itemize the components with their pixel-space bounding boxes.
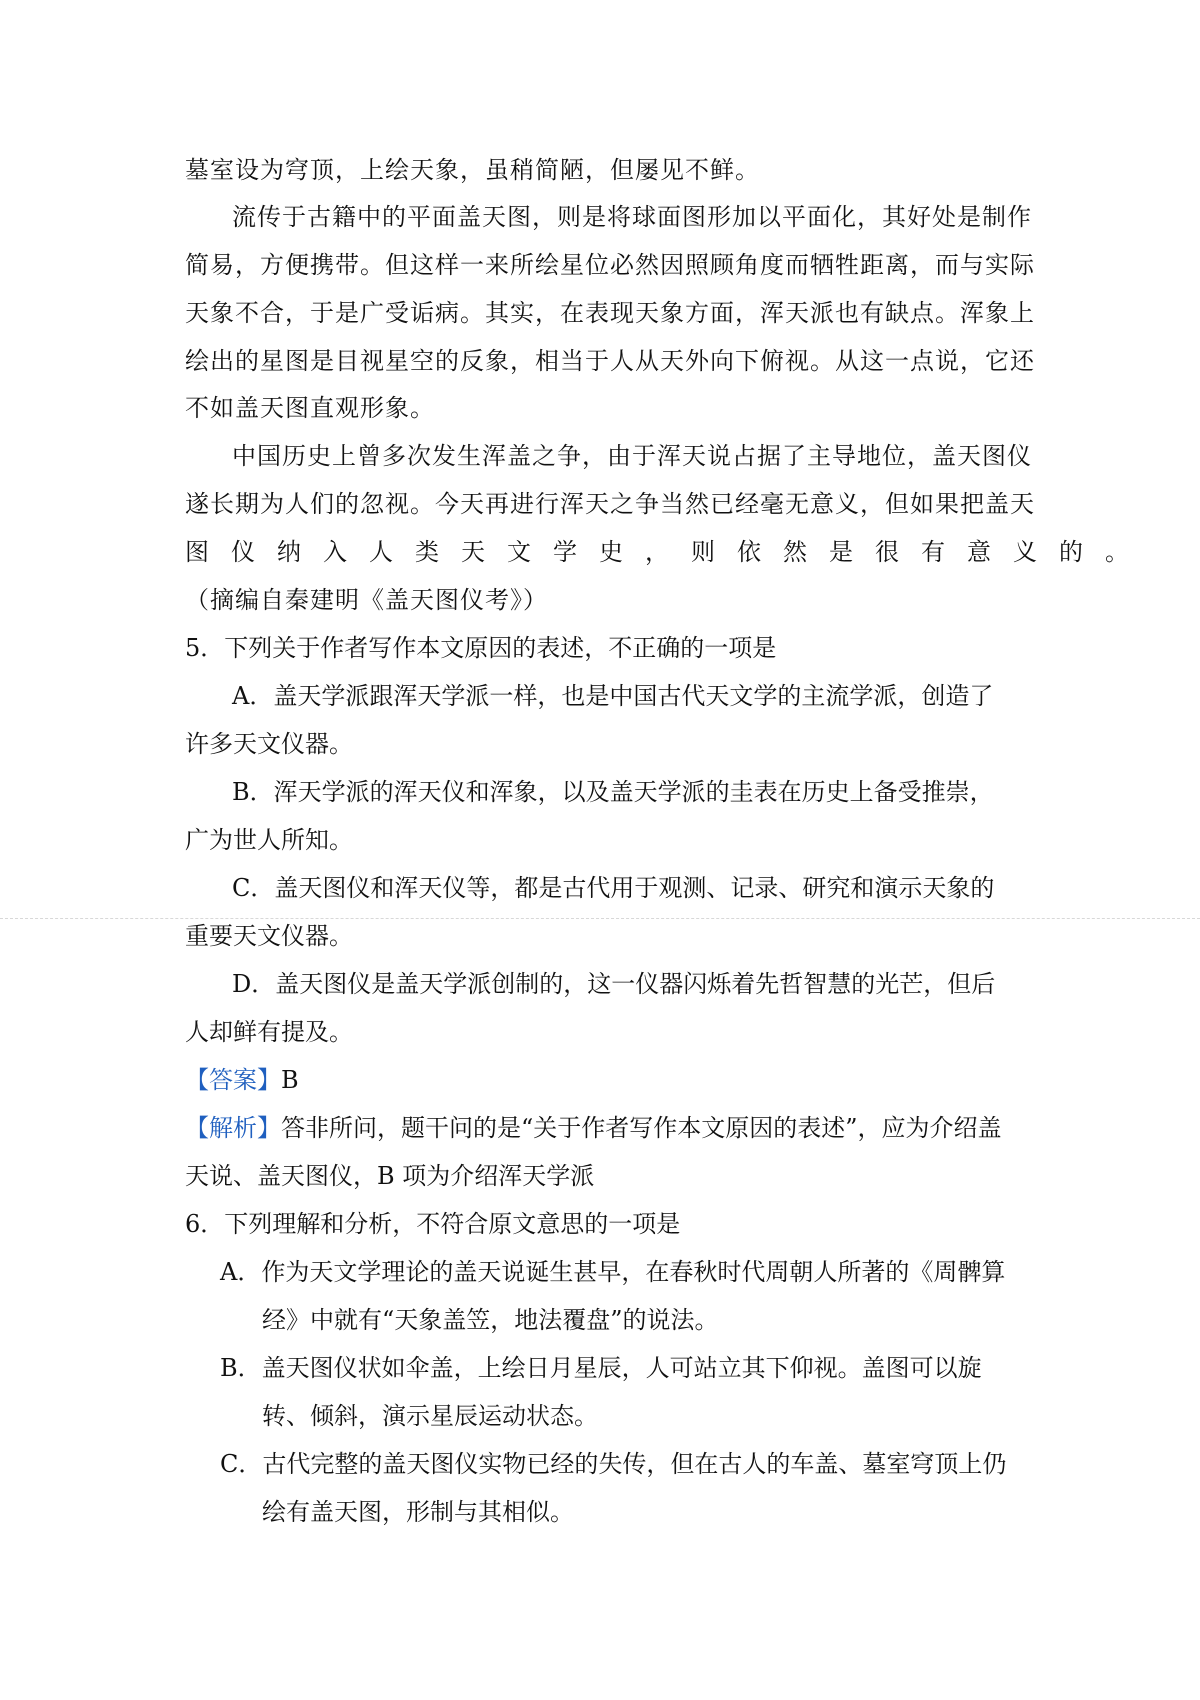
q5-option-b: B．浑天学派的浑天仪和浑象，以及盖天学派的圭表在历史上备受推崇， <box>232 778 994 806</box>
passage-line: 简易，方便携带。但这样一来所绘星位必然因照顾角度而牺牲距离，而与实际 <box>185 251 1035 279</box>
q5-analysis <box>185 1113 1025 1143</box>
q5-option-c-cont: 重要天文仪器。 <box>185 922 353 950</box>
q5-option-c: C．盖天图仪和浑天仪等，都是古代用于观测、记录、研究和演示天象的 <box>232 874 995 902</box>
question-6-stem: 6．下列理解和分析，不符合原文意思的一项是 <box>185 1210 681 1238</box>
passage-line: 图仪纳入人类天文学史，则依然是很有意义的。 <box>185 538 1151 566</box>
q5-analysis-cont: 天说、盖天图仪，B 项为介绍浑天学派 <box>185 1162 595 1190</box>
passage-line: 天象不合，于是广受诟病。其实，在表现天象方面，浑天派也有缺点。浑象上 <box>185 299 1035 327</box>
page-divider <box>0 918 1200 919</box>
answer-tag: 【答案】 <box>185 1066 281 1094</box>
passage-line: 流传于古籍中的平面盖天图，则是将球面图形加以平面化，其好处是制作 <box>232 203 1032 231</box>
passage-source: （摘编自秦建明《盖天图仪考》） <box>185 586 548 614</box>
q5-option-b-cont: 广为世人所知。 <box>185 826 353 854</box>
q5-option-a: A．盖天学派跟浑天学派一样，也是中国古代天文学的主流学派，创造了 <box>232 682 994 710</box>
passage-line: 绘出的星图是目视星空的反象，相当于人从天外向下俯视。从这一点说，它还 <box>185 347 1035 375</box>
answer-value: B <box>281 1066 299 1094</box>
q6-option-c-cont: 绘有盖天图，形制与其相似。 <box>262 1498 574 1526</box>
question-5-stem: 5．下列关于作者写作本文原因的表述，不正确的一项是 <box>185 634 777 662</box>
passage-line: 遂长期为人们的忽视。今天再进行浑天之争当然已经毫无意义，但如果把盖天 <box>185 490 1035 518</box>
q6-option-a-cont: 经》中就有“天象盖笠，地法覆盘”的说法。 <box>262 1306 719 1334</box>
analysis-text: 答非所问，题干问的是“关于作者写作本文原因的表述”，应为介绍盖 <box>281 1114 1002 1142</box>
q6-option-a: A．作为天文学理论的盖天说诞生甚早，在春秋时代周朝人所著的《周髀算 <box>220 1258 1006 1286</box>
q6-option-b: B．盖天图仪状如伞盖，上绘日月星辰，人可站立其下仰视。盖图可以旋 <box>220 1354 982 1382</box>
q5-option-a-cont: 许多天文仪器。 <box>185 730 353 758</box>
passage-line: 墓室设为穹顶，上绘天象，虽稍简陋，但屡见不鲜。 <box>185 156 760 184</box>
passage-line: 中国历史上曾多次发生浑盖之争，由于浑天说占据了主导地位，盖天图仪 <box>232 442 1032 470</box>
q5-option-d-cont: 人却鲜有提及。 <box>185 1018 353 1046</box>
q6-option-b-cont: 转、倾斜，演示星辰运动状态。 <box>262 1402 598 1430</box>
q6-option-c: C．古代完整的盖天图仪实物已经的失传，但在古人的车盖、墓室穹顶上仍 <box>220 1450 1007 1478</box>
passage-line: 不如盖天图直观形象。 <box>185 394 435 422</box>
q5-answer <box>185 1065 1025 1095</box>
q5-option-d: D．盖天图仪是盖天学派创制的，这一仪器闪烁着先哲智慧的光芒，但后 <box>232 970 996 998</box>
analysis-tag: 【解析】 <box>185 1114 281 1142</box>
